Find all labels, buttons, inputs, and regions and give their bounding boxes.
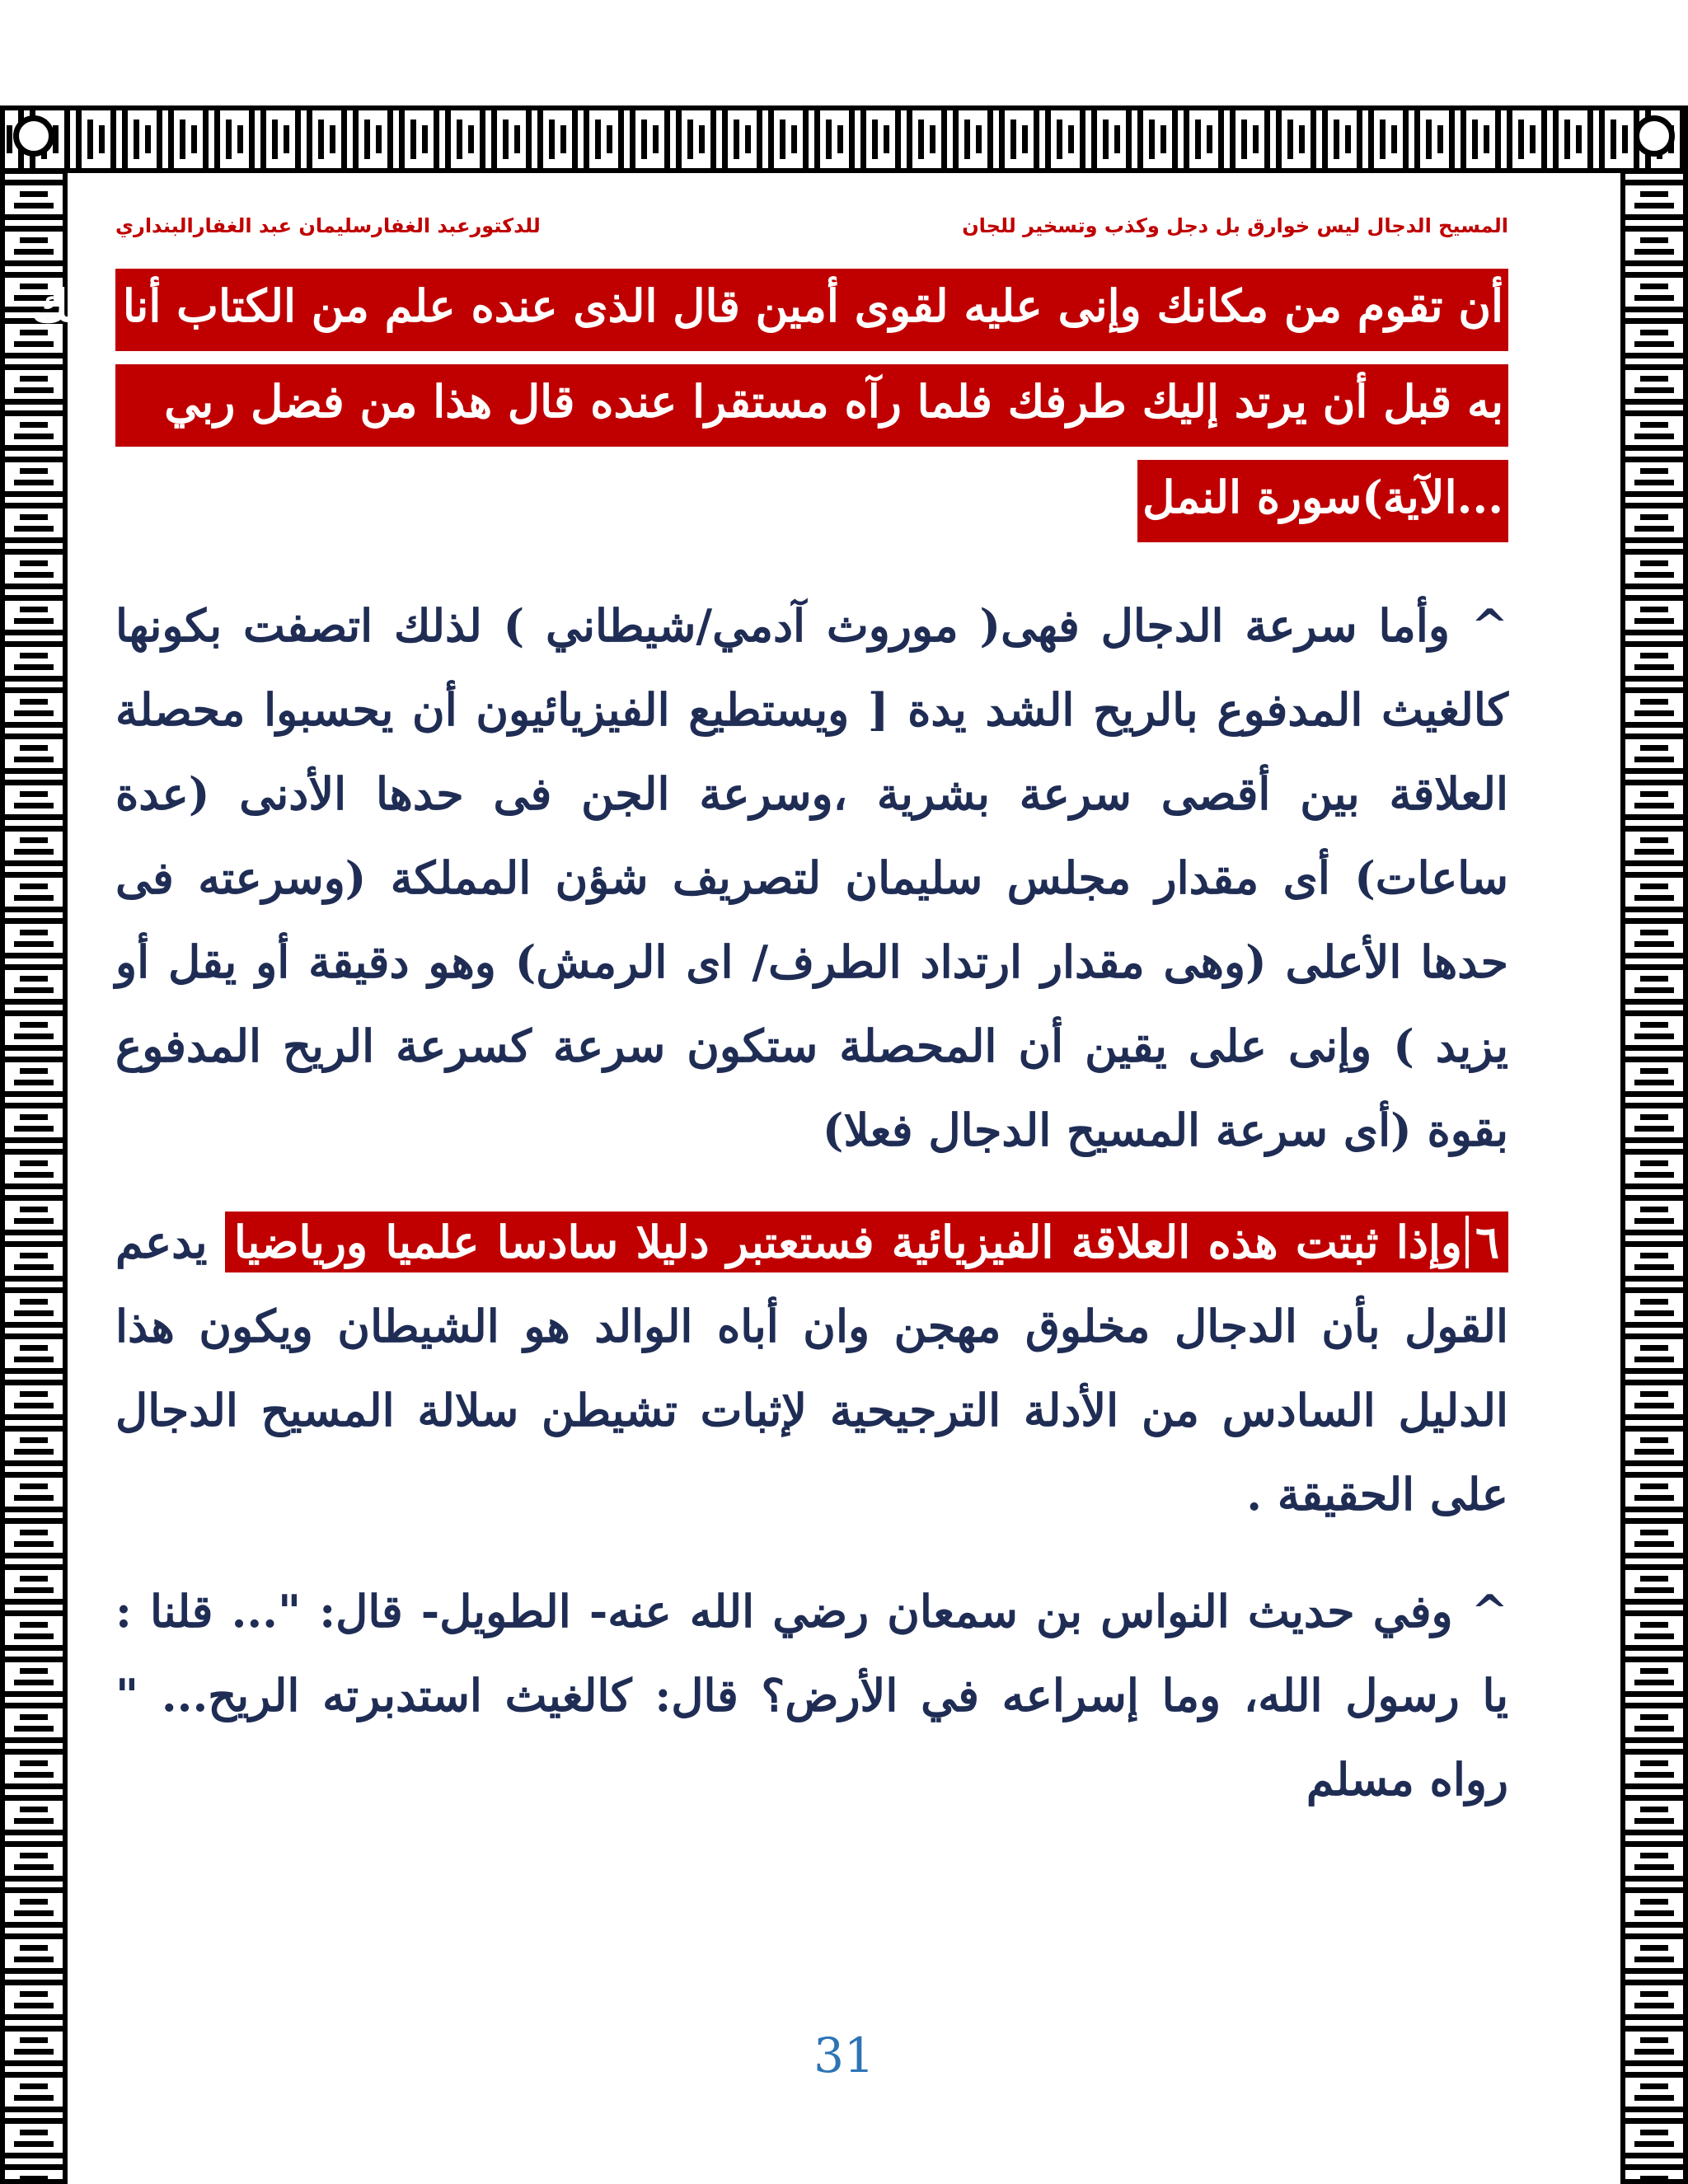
- greek-key-border-top: [0, 105, 1688, 173]
- quote-line-3: ...الآية)سورة النمل: [1137, 460, 1508, 542]
- evidence-number: ٦: [1465, 1216, 1499, 1268]
- evidence-rest-text: يدعم القول بأن الدجال مخلوق مهجن وان أباه الوالد هو الشيطان ويكون هذا الدليل السادس من الأدلة الترجيحية لإثبات تشيطن سلالة المسيح الدجال على الحقيقة .: [115, 1216, 1508, 1521]
- quran-quote-block: [31, 269, 1508, 555]
- header-book-title: المسيح الدجال ليس خوارق بل دجل وكذب وتسخير للجان: [962, 214, 1508, 237]
- paragraph-hadith: ^ وفي حديث النواس بن سمعان رضي الله عنه- الطويل- قال: "... قلنا : يا رسول الله، وما إسراعه في الأرض؟ قال: كالغيث استدبرته الريح... " رواه مسلم: [115, 1585, 1508, 1806]
- page-content: [31, 173, 1508, 1821]
- quote-line-1: أن تقوم من مكانك وإنى عليه لقوى أمين قال الذى عنده علم من الكتاب أنا آتيك: [115, 269, 1508, 351]
- border-corner-right: [1634, 115, 1675, 157]
- greek-key-border-left: [0, 169, 68, 2184]
- header-author: للدكتورعبد الغفارسليمان عبد الغفارالبنداري: [115, 214, 541, 237]
- border-corner-left: [13, 115, 54, 157]
- quote-line-2: به قبل أن يرتد إليك طرفك فلما رآه مستقرا عنده قال هذا من فضل ربي: [115, 364, 1508, 447]
- paragraph-dajjal-speed: ^ وأما سرعة الدجال فهى( موروث آدمي/شيطاني ) لذلك اتصفت بكونها كالغيث المدفوع بالريح الشد يدة [ ويستطيع الفيزيائيون أن يحسبوا محصلة العلاقة بين أقصى سرعة بشرية ،وسرعة الجن فى حدها الأدنى (عدة ساعات) أى مقدار مجلس سليمان لتصريف شؤن المملكة (وسرعته فى حدها الأعلى (وهى مقدار ارتداد الطرف/ اى الرمش) وهو دقيقة أو يقل أو يزيد ) وإنى على يقين أن المحصلة ستكون سرعة كسرعة الريح المدفوع بقوة (أى سرعة المسيح الدجال فعلا): [115, 599, 1508, 1156]
- highlighted-evidence: [225, 1212, 1508, 1272]
- paragraph-sixth-evidence: [115, 1200, 1508, 1536]
- page-number: 31: [814, 2027, 874, 2083]
- greek-key-border-right: [1620, 169, 1688, 2184]
- page-header: [115, 203, 1508, 249]
- evidence-highlight-text: وإذا ثبتت هذه العلاقة الفيزيائية فستعتبر دليلا سادسا علميا ورياضيا: [233, 1216, 1462, 1268]
